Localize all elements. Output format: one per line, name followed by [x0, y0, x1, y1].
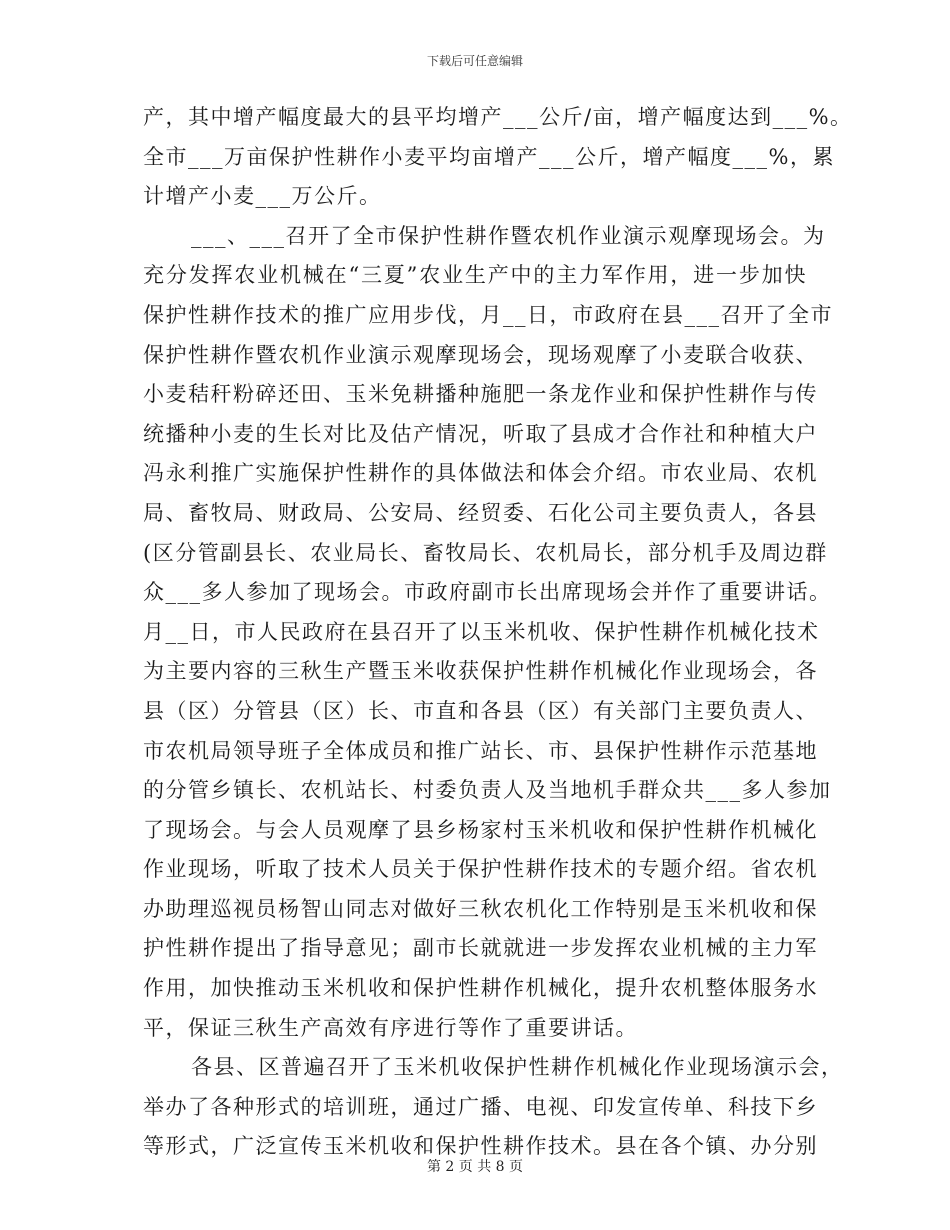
document-body	[143, 98, 853, 1167]
text-line: 众___多人参加了现场会。市政府副市长出席现场会并作了重要讲话。	[143, 580, 832, 605]
text-line: 平，保证三秋生产高效有序进行等作了重要讲话。	[143, 1015, 638, 1040]
text-line: 等形式，广泛宣传玉米机收和保护性耕作技术。县在各个镇、办分别	[143, 1134, 818, 1159]
text-line: 的分管乡镇长、农机站长、村委负责人及当地机手群众共___多人参加	[143, 778, 832, 803]
text-line: 充分发挥农业机械在“三夏”农业生产中的主力军作用，进一步加快	[143, 263, 807, 288]
page-header: 下载后可任意编辑	[426, 54, 523, 68]
text-line: 计增产小麦___万公斤。	[143, 184, 382, 209]
text-line: 县（区）分管县（区）长、市直和各县（区）有关部门主要负责人、	[143, 698, 818, 723]
text-line: 作业现场，听取了技术人员关于保护性耕作技术的专题介绍。省农机	[143, 857, 818, 882]
text-line: 保护性耕作技术的推广应用步伐，月__日，市政府在县___召开了全市	[143, 302, 833, 327]
text-line: 保护性耕作暨农机作业演示观摩现场会，现场观摩了小麦联合收获、	[143, 342, 818, 367]
text-line: 为主要内容的三秋生产暨玉米收获保护性耕作机械化作业现场会，各	[143, 659, 818, 684]
text-line: 作用，加快推动玉米机收和保护性耕作机械化，提升农机整体服务水	[143, 976, 818, 1001]
text-line: (区分管副县长、农业局长、畜牧局长、农机局长，部分机手及周边群	[143, 540, 828, 565]
text-line: 全市___万亩保护性耕作小麦平均亩增产___公斤，增产幅度___%，累	[143, 144, 835, 169]
text-line: 市农机局领导班子全体成员和推广站长、市、县保护性耕作示范基地	[143, 738, 818, 763]
text-line: 办助理巡视员杨智山同志对做好三秋农机化工作特别是玉米机收和保	[143, 896, 818, 921]
text-line: 小麦秸秆粉碎还田、玉米免耕播种施肥一条龙作业和保护性耕作与传	[143, 382, 818, 407]
text-line: 产，其中增产幅度最大的县平均增产___公斤/亩，增产幅度达到___%。	[143, 105, 853, 129]
text-line: 了现场会。与会人员观摩了县乡杨家村玉米机收和保护性耕作机械化	[143, 817, 818, 842]
text-line: 统播种小麦的生长对比及估产情况，听取了县成才合作社和种植大户	[143, 421, 818, 446]
text-line: 各县、区普遍召开了玉米机收保护性耕作机械化作业现场演示会，	[191, 1055, 844, 1080]
text-line: 举办了各种形式的培训班，通过广播、电视、印发宣传单、科技下乡	[143, 1094, 818, 1119]
text-line: 冯永利推广实施保护性耕作的具体做法和体会介绍。市农业局、农机	[143, 461, 818, 486]
text-line: ___、___召开了全市保护性耕作暨农机作业演示观摩现场会。为	[191, 223, 826, 248]
text-line: 月__日，市人民政府在县召开了以玉米机收、保护性耕作机械化技术	[143, 619, 820, 644]
text-line: 护性耕作提出了指导意见；副市长就就进一步发挥农业机械的主力军	[143, 936, 818, 961]
page-footer: 第 2 页 共 8 页	[426, 1159, 524, 1175]
text-line: 局、畜牧局、财政局、公安局、经贸委、石化公司主要负责人，各县	[143, 500, 818, 525]
